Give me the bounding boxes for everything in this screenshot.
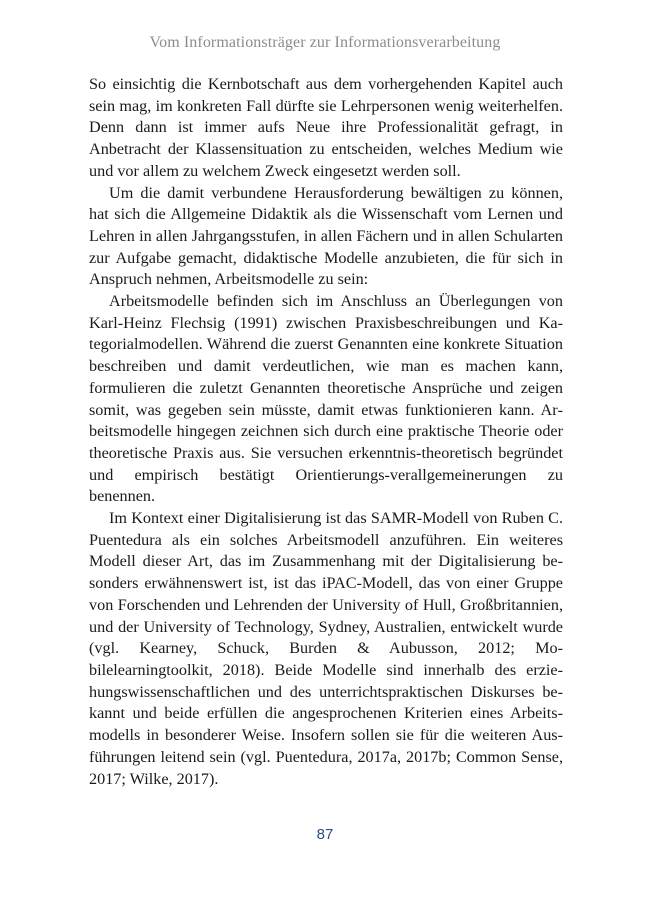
page-number: 87	[316, 826, 334, 843]
paragraph-2: Um die damit verbundene Herausforderung bewältigen zu können, hat sich die Allgemeine Didaktik als die Wissenschaft vom Lernen und Lehren in allen Jahrgangsstufen, in allen Fächern und in allen Schularten zur Aufgabe gemacht, didaktische Modelle anzubieten, die für sich in Anspruch nehmen, Arbeitsmodelle zu sein:	[89, 183, 563, 289]
body-text	[89, 74, 563, 790]
paragraph-4: Im Kontext einer Digitalisierung ist das SAMR-Modell von Ruben C. Puentedura als ein solches Arbeitsmodell anzuführen. Ein weiteres Modell dieser Art, das im Zusammenhang mit der Digitalisierung besonders erwähnenswert ist, ist das iPAC-Modell, das von einer Gruppe von Forschenden und Lehrenden der University of Hull, Großbritannien, und der University of Technology, Sydney, Australien, entwickelt wurde (vgl. Kearney, Schuck, Burden & Aubusson, 2012; Mobilelearningtoolkit, 2018). Beide Modelle sind innerhalb des erziehungswissenschaftlichen und des unterrichtspraktischen Diskurses bekannt und beide erfüllen die angesprochenen Kriterien eines Arbeitsmodells in besonderer Weise. Insofern sollen sie für die weiteren Ausführungen leitend sein (vgl. Puentedura, 2017a, 2017b; Common Sense, 2017; Wilke, 2017).	[89, 509, 563, 788]
running-header: Vom Informationsträger zur Informationsverarbeitung	[149, 34, 501, 51]
paragraph-1: So einsichtig die Kernbotschaft aus dem vorhergehenden Kapitel auch sein mag, im konkreten Fall dürfte sie Lehrpersonen wenig weiterhelfen. Denn dann ist immer aufs Neue ihre Professionalität gefragt, in Anbetracht der Klassensituation zu entscheiden, welches Medium wie und vor allem zu welchem Zweck eingesetzt werden soll.	[89, 75, 563, 180]
paragraph-3: Arbeitsmodelle befinden sich im Anschluss an Überlegungen von Karl-Heinz Flechsig (1991) zwischen Praxisbeschreibungen und Kategorialmodellen. Während die zuerst Genannten eine konkrete Situation beschreiben und damit verdeutlichen, wie man es machen kann, formulieren die zuletzt Genannten theoretische Ansprüche und zeigen somit, was gegeben sein müsste, damit etwas funktionieren kann. Arbeitsmodelle hingegen zeichnen sich durch eine praktische Theorie oder theoretische Praxis aus. Sie versuchen erkenntnis-theoretisch begründet und empirisch bestätigt Orientierungs-verallgemeinerungen zu benennen.	[89, 292, 563, 506]
